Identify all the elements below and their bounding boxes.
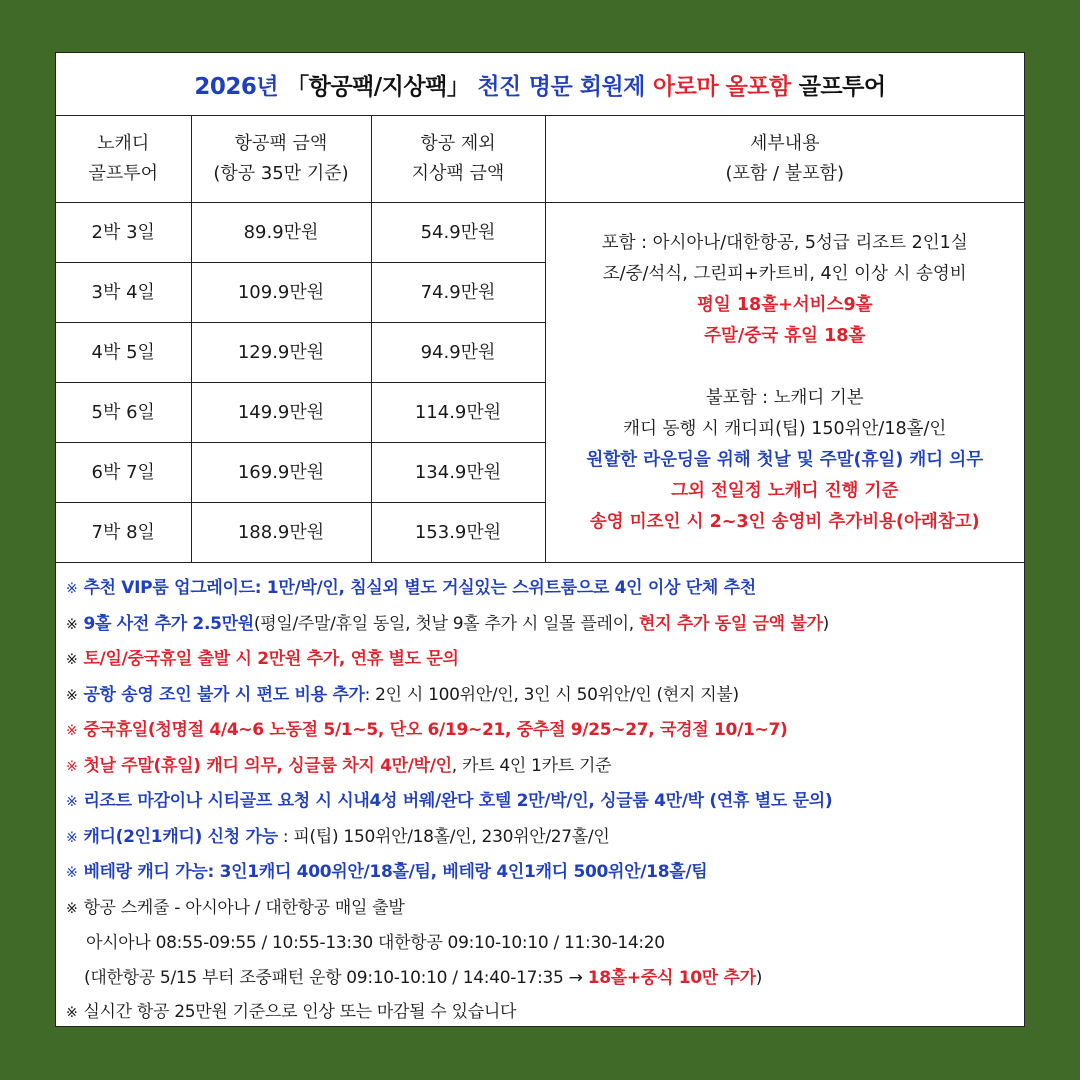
tour-price-card: [55, 52, 1025, 1027]
details-cell: [545, 203, 1024, 563]
header-duration: [56, 116, 191, 203]
note-korean-air-pattern: [66, 961, 1024, 996]
note-flight-schedule: [66, 891, 1024, 927]
header-ground-pack: [371, 116, 545, 203]
note-caddie-request: [66, 820, 1024, 856]
text-segment: 지상팩 금액: [411, 163, 505, 184]
cell-duration: 2박 3일: [56, 203, 191, 263]
text-segment: (항공 35만 기준): [213, 163, 349, 184]
cell-ground-price: 114.9만원: [371, 383, 545, 443]
cell-air-price: 89.9만원: [191, 203, 371, 263]
cell-air-price: 169.9만원: [191, 443, 371, 503]
note-mark: ※: [66, 865, 78, 881]
title-tour: 골프투어: [798, 73, 886, 100]
note-mark: ※: [66, 794, 78, 810]
title-city: 천진: [477, 73, 521, 100]
text-segment: 토/일/중국휴일 출발 시 2만원 추가, 연휴 별도 문의: [83, 649, 459, 669]
excluded-line: 송영 미조인 시 2~3인 송영비 추가비용(아래참고): [589, 511, 980, 532]
note-mark: ※: [66, 687, 78, 704]
text-segment: : 2인 시 100위안/인, 3인 시 50위안/인 (현지 지불): [364, 684, 739, 705]
note-veteran-caddie: [66, 855, 1024, 891]
text-segment: 추천 VIP룸 업그레이드: 1만/박/인, 침실외 별도 거실있는 스위트룸으로 4인 이상 단체 추천: [83, 578, 756, 598]
header-details: [545, 116, 1024, 203]
text-segment: 공항 송영 조인 불가 시 편도 비용 추가: [83, 684, 365, 705]
text-segment: 리조트 마감이나 시티골프 요청 시 시내4성 버웨/완다 호텔 2만/박/인, 싱글룸 4만/박 (연휴 별도 문의): [83, 791, 833, 811]
cell-ground-price: 94.9만원: [371, 323, 545, 383]
cell-duration: 3박 4일: [56, 263, 191, 323]
cell-ground-price: 153.9만원: [371, 503, 545, 563]
note-mark: ※: [66, 581, 78, 597]
text-segment: 세부내용: [749, 133, 820, 154]
table-header-row: [56, 116, 1024, 203]
text-segment: ): [755, 967, 763, 988]
text-segment: : 피(팁) 150위안/18홀/인, 230위안/27홀/인: [277, 826, 610, 847]
cell-air-price: 188.9만원: [191, 503, 371, 563]
title-aroma: 아로마 올포함: [652, 73, 791, 100]
included-line: 포함 : 아시아나/대한항공, 5성급 리조트 2인1실: [601, 232, 968, 253]
text-segment: 첫날 주말(휴일) 캐디 의무, 싱글룸 차지 4만/박/인: [83, 755, 452, 776]
cell-ground-price: 134.9만원: [371, 443, 545, 503]
cell-ground-price: 74.9만원: [371, 263, 545, 323]
text-segment: 노캐디: [97, 133, 150, 154]
title-pack: 「항공팩/지상팩」: [286, 73, 470, 100]
price-table: [56, 116, 1024, 563]
text-segment: 중국휴일(청명절 4/4~6 노동절 5/1~5, 단오 6/19~21, 중추절 9/25~27, 국경절 10/1~7): [83, 720, 788, 740]
text-segment: ): [822, 613, 830, 634]
note-airport-transfer: [66, 678, 1024, 714]
note-mark: ※: [66, 723, 78, 739]
text-segment: 캐디(2인1캐디) 신청 가능: [83, 826, 278, 847]
cell-air-price: 109.9만원: [191, 263, 371, 323]
text-segment: 현지 추가 동일 금액 불가: [638, 613, 823, 634]
table-row: [56, 203, 1024, 263]
included-line: 평일 18홀+서비스9홀: [696, 294, 873, 315]
note-china-holidays: [66, 713, 1024, 749]
note-flight-times: 아시아나 08:55-09:55 / 10:55-13:30 대한항공 09:10-10:10 / 11:30-14:20: [86, 933, 665, 953]
note-mark: ※: [66, 616, 78, 633]
text-segment: 골프투어: [88, 163, 159, 184]
note-city-golf: [66, 784, 1024, 820]
page-title: [56, 53, 1024, 116]
excluded-line: 그외 전일정 노캐디 진행 기준: [671, 480, 899, 501]
included-line: 조/중/석식, 그린피+카트비, 4인 이상 시 송영비: [602, 263, 967, 284]
text-segment: 항공팩 금액: [234, 133, 328, 154]
text-segment: 베테랑 캐디 가능: 3인1캐디 400위안/18홀/팀, 베테랑 4인1캐디 500위안/18홀/팀: [83, 862, 708, 882]
title-year: 2026년: [194, 73, 279, 100]
text-segment: 실시간 항공 25만원 기준으로 인상 또는 마감될 수 있습니다: [83, 1002, 517, 1022]
cell-air-price: 149.9만원: [191, 383, 371, 443]
cell-duration: 5박 6일: [56, 383, 191, 443]
note-weekend-surcharge: [66, 642, 1024, 678]
note-mark: ※: [66, 829, 78, 846]
text-segment: 18홀+중식 10만 추가: [587, 967, 756, 988]
included-line: 주말/중국 휴일 18홀: [704, 325, 866, 346]
text-segment: 항공 제외: [420, 133, 496, 154]
cell-air-price: 129.9만원: [191, 323, 371, 383]
text-segment: (포함 / 불포함): [725, 163, 844, 184]
text-segment: 9홀 사전 추가 2.5만원: [83, 613, 254, 634]
note-mark: ※: [66, 652, 78, 668]
note-first-day-caddie: [66, 749, 1024, 785]
excluded-line: 원할한 라운딩을 위해 첫날 및 주말(휴일) 캐디 의무: [586, 449, 984, 470]
note-vip-upgrade: [66, 571, 1024, 607]
excluded-line: 불포함 : 노캐디 기본: [705, 387, 864, 408]
cell-duration: 4박 5일: [56, 323, 191, 383]
cell-duration: 6박 7일: [56, 443, 191, 503]
cell-ground-price: 54.9만원: [371, 203, 545, 263]
excluded-line: 캐디 동행 시 캐디피(팁) 150위안/18홀/인: [623, 418, 947, 439]
note-realtime-fare: [66, 995, 1024, 1031]
text-segment: (평일/주말/휴일 동일, 첫날 9홀 추가 시 일몰 플레이,: [253, 613, 639, 634]
text-segment: , 카트 4인 1카트 기준: [451, 755, 612, 776]
text-segment: 항공 스케줄 - 아시아나 / 대한항공 매일 출발: [83, 897, 405, 918]
cell-duration: 7박 8일: [56, 503, 191, 563]
note-mark: ※: [66, 758, 78, 775]
notes-section: [56, 563, 1024, 1031]
title-club: 명문 회원제: [528, 73, 645, 100]
note-mark: ※: [66, 1005, 78, 1021]
note-9hole-addon: [66, 607, 1024, 643]
note-mark: ※: [66, 900, 78, 917]
text-segment: (대한항공 5/15 부터 조중패턴 운항 09:10-10:10 / 14:40-17:35 →: [84, 967, 588, 988]
header-air-pack: [191, 116, 371, 203]
